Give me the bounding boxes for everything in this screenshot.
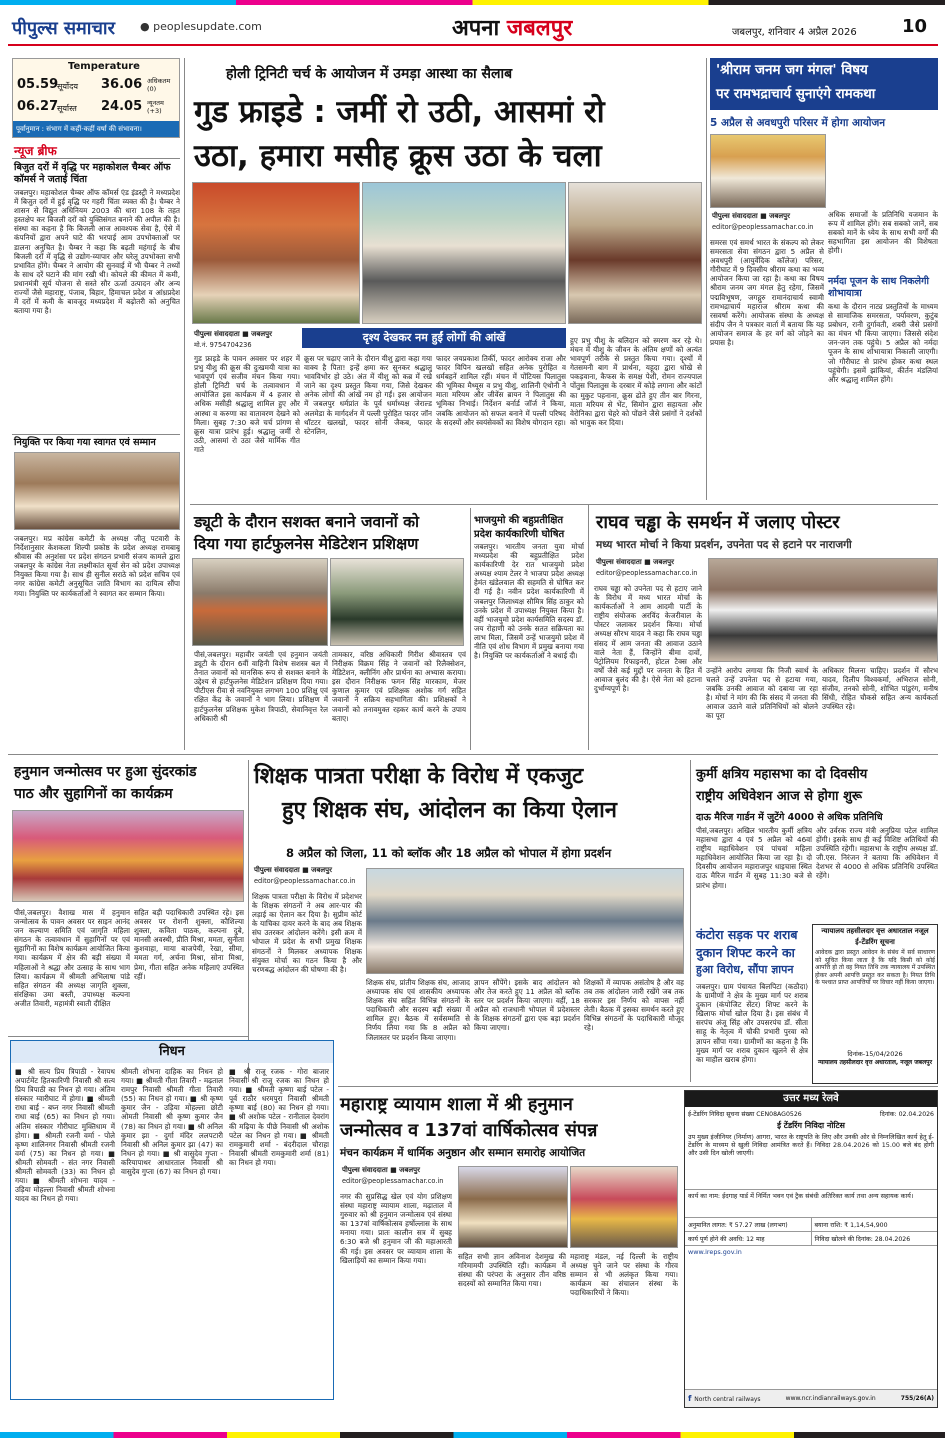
forecast: पूर्वानुमान : संभाग में कहीं-कहीं वर्षा की संभावना। — [13, 121, 179, 137]
ramkatha-body-col2: अधिक समाजों के प्रतिनिधि यजमान के रूप में शामिल होंगे। सब सबको जानें, सब सबको मानें के ध्येय के साथ सभी वर्गों की सहभागिता इस आयोजन की विशेषता होगी। — [828, 210, 938, 256]
railway-website[interactable]: www.ireps.gov.in — [688, 1248, 742, 1256]
lead-body-col2: क्रूस पर चढ़ाए जाने के दौरान यीशु द्वारा कहा गया वाक्य है पिता! इन्हें क्षमा कर सुनकर श्रद्धालु भावविभोर हो उठे। अंत में यीशु को कब्र में रखे जाने का दृश्य प्रस्तुत किया गया, जिसे देखकर अनेक लोगों की आंखें नम हो गईं। इस आयोजन में जबलपुर धर्मप्रांत के पूर्व धर्माध्यक्ष जेराल्ड अलमेडा के मार्गदर्शन में पल्ली पुरोहित फादर जॉन थॉटटर खलखो, फादर सोनी जैकब, फादर स्टेनलिन, — [304, 354, 432, 436]
ramkatha-email[interactable]: editor@peoplessamachar.co.in — [712, 223, 814, 231]
max-temp: 36.06 — [101, 77, 143, 92]
ramkatha-subhead: 5 अप्रैल से अवधपुरी परिसर में होगा आयोजन — [710, 117, 886, 129]
top-color-bar — [0, 0, 945, 5]
hanuman-women-body-col2: सहित बड़ी पदाधिकारी उपस्थित रहे। इस अवसर पर रोशनी शुक्ला, कौशिल्या शुक्ला, कविता पाठक, कल्पना दुबे, मानसी अवस्थी, प्रीति मिश्रा, ममता, सुनीता कुशवाहा, माया बाजपेयी, रेखा, सीमा, ममता गर्ग, अर्चना मिश्रा, सोना मिश्रा, प्रेमा, गीता सहित अनेक महिलाएं उपस्थित रहीं। — [134, 908, 244, 981]
vyayam-byline: पीपुल्स संवाददाता ■ जबलपुर — [342, 1166, 420, 1174]
column-divider — [184, 58, 185, 750]
ps-training-photo-2 — [330, 558, 464, 646]
teachers-body-col3: ज्ञापन सौंपेंगे। इसके बाद आंदोलन को और तेज करते हुए 11 अप्रैल को ब्लॉक स्तर पर प्रदर्शन किया जाएगा। वहीं, 18 अप्रैल को राजधानी भोपाल में प्रदेशस्तर के शिक्षक संगठनों द्वारा एक बड़ा प्रदर्शन किया जाएगा। — [474, 978, 580, 1033]
sunrise-label: सूर्योदय — [57, 82, 79, 91]
railway-completion: कार्य पूर्ण होने की अवधि: 12 माह — [685, 1232, 812, 1245]
section-prefix: अपना — [452, 16, 500, 41]
raghav-byline: पीपुल्स संवाददाता ■ जबलपुर — [596, 558, 674, 566]
weather-title: Temperature — [68, 61, 140, 72]
railway-footer-web[interactable]: www.ncr.indianrailways.gov.in — [785, 1395, 876, 1402]
date-line: जबलपुर, शनिवार 4 अप्रैल 2026 — [732, 27, 857, 38]
lead-body-col3: फादर जयप्रकाश तिर्की, फादर आरोक्य राजा और फादर विपिन खलखो सहित अनेक पुरोहित व धर्मबहनें शामिल रहीं। मंचन में पोंटियस पिलातुस की भूमिका मैथ्यूस व प्रभु यीशु, शालिनी एंथोनी ने माता मरियम और जीवेंस ब्रायन ने पिलातुस की भूमिका निभाई। निर्देशन बर्नार्ड जॉर्ज ने किया, जबकि आयोजन को सफल बनाने में पल्ली परिषद के सदस्यों और स्वयंसेवकों का विशेष योगदान रहा। — [436, 354, 566, 427]
vyayam-headline-line2: जन्मोत्सव व 137वां वार्षिकोत्सव संपन्न — [340, 1120, 598, 1141]
teachers-body-col2: शिक्षक संघ, प्रांतीय शिक्षक संघ, आजाद अध्यापक संघ एवं शासकीय अध्यापक शिक्षक संघ सहित विभिन्न संगठनों के पदाधिकारी और सदस्य बड़ी संख्या में शामिल हुए। बैठक में सर्वसम्मति से निर्णय लिया गया कि 8 अप्रैल को जिलास्तर पर प्रदर्शन किया जाएगा। — [366, 978, 470, 1042]
raghav-body-col3: अधिकार मिलना चाहिए। प्रदर्शन में सौरभ यादव, दिलीप विश्वकर्मा, अभिराज सोनी, संजीव, तनको सोनी, शोभित पांडुरंग, मनीष सिंधी, रोहित चौकसे सहित अन्य कार्यकर्ता उपस्थित रहे। — [822, 666, 938, 712]
ramkatha-byline: पीपुल्स संवाददाता ■ जबलपुर — [712, 212, 790, 220]
legal-notice-subtitle: ई-टेंडरिंग सूचना — [855, 938, 895, 946]
min-temp: 24.05 — [101, 99, 143, 114]
masthead — [0, 0, 945, 46]
railway-notice-title: ई टेंडरिंग निविदा नोटिस — [777, 1121, 845, 1130]
social-icon[interactable]: f North central railways — [688, 1394, 761, 1403]
lead-headline-line1: गुड फ्राइडे : जमीं रो उठी, आसमां रो — [194, 94, 605, 130]
brand-logo: पीपुल्स समाचार — [12, 18, 115, 39]
divider — [12, 434, 180, 435]
ps-training-photo-1 — [192, 558, 328, 646]
brief-story2-headline: नियुक्ति पर किया गया स्वागत एवं सम्मान — [14, 437, 156, 448]
railway-close-date: निविदा खोलने की दिनांक: 28.04.2026 — [814, 1236, 911, 1243]
vyayam-email[interactable]: editor@peoplessamachar.co.in — [342, 1177, 444, 1185]
brief-story1-headline: बिजुत दरों में वृद्धि पर महाकोशल चैम्बर ऑफ कॉमर्स ने जताई चिंता — [14, 162, 171, 185]
max-label: अधिकतम (0) — [147, 77, 171, 93]
divider — [338, 1086, 938, 1087]
railway-title-bar — [685, 1091, 937, 1107]
teachers-headline-line2: हुए शिक्षक संघ, आंदोलन का किया ऐलान — [282, 798, 617, 823]
railway-emd: बयाना राशि: ₹ 1,14,54,900 — [814, 1222, 888, 1229]
brief-story1-body: जबलपुर। महाकोशल चैम्बर ऑफ कॉमर्स एंड इंडस्ट्री ने मध्यप्रदेश में बिजुत दरों में हुई वृद्धि पर गहरी चिंता व्यक्त की है। चैम्बर ने शासन से विद्युत अधिनियम 2003 की धारा 108 के तहत हस्तक्षेप कर बिजली दरों को युक्तिसंगत बनाने की अपील की है। संस्था का कहना है कि बिजली आज आवश्यक सेवा है, ऐसे में कंपनियों द्वारा अपने घाटे की भरपाई आम उपभोक्ताओं पर डालना अनुचित है। चैम्बर ने कहा कि बढ़ती महंगाई के बीच बिजली दरों में वृद्धि से उद्योग-व्यापार और घरेलू उपभोक्ता सभी प्रभावित होंगे। चैम्बर ने आयोग की सुनवाई में भी चैम्बर ने तथ्यों के साथ दरें घटाने की मांग रखी थी। कोयले की कीमत में कमी, प्रधानमंत्री सूर्य योजना से सस्ते सौर ऊर्जा उत्पादन और अन्य राज्यों जैसे महाराष्ट्र, पंजाब, बिहार, हिमाचल प्रदेश व आंध्रप्रदेश में दरों में कमी के बावजूद मध्यप्रदेश में बढ़ोतरी को अनुचित बताया गया है। — [14, 188, 180, 316]
raghav-subhead: मध्य भारत मोर्चा ने किया प्रदर्शन, उपनेता पद से हटाने पर नाराजगी — [596, 539, 852, 551]
obituary-section — [10, 1040, 334, 1400]
obituary-col3: ■ श्री राजू रजक - गोरा बाजार निवासी श्री राजू रजक का निधन हो गया। ■ श्रीमती कृष्णा बाई पटेल - पूर्व राठौर धरमपुरा निवासी श्रीमती कृष्णा बाई (80) का निधन हो गया। ■ श्री अशोक पटेल - रानीताल देवरांग की मढ़िया के पीछे निवासी श्री अशोक पटेल का निधन हो गया। ■ श्रीमती रामकुमारी शर्मा - बंदरीदाल चौराहा निवासी श्रीमती रामकुमारी शर्मा (81) का निधन हो गया। — [229, 1067, 329, 1167]
bjym-body: जबलपुर। भारतीय जनता युवा मोर्चा मध्यप्रदेश की बहुप्रतीक्षित प्रदेश कार्यकारिणी देर रात भाजयुमो प्रदेश अध्यक्ष श्याम टेलर ने भाजपा प्रदेश अध्यक्ष हेमंत खंडेलवाल की सहमति से घोषित कर दी गई है। नवीन प्रदेश कार्यकारिणी में जबलपुर जिलाध्यक्ष सौमित्र सिंह ठाकुर को उनके प्रदेश में उपाध्यक्ष नियुक्त किया है। वहीं भाजयुमो प्रदेश कार्यसमिति सदस्य डॉ. जय रोहाणी को उनके सतत सक्रियता का लाभ मिला, जिसमें उन्हें भाजयुमो प्रदेश में नीति एवं शोध विभाग में प्रमुख बनाया गया है। नियुक्ति पर कार्यकर्ताओं ने बधाई दी। — [474, 542, 584, 661]
obituary-title-bar — [11, 1041, 333, 1063]
heartfulness-body-col2: तामकार, वरिष्ठ अधिकारी गिरीश श्रीवास्तव एवं निरीक्षक विक्रम सिंह ने जवानों को रिलैक्सेशन, मेडिटेशन, क्लीनिंग और प्रार्थना का अभ्यास कराया। इस दौरान निरीक्षक फगन सिंह मारकाम, मेजर कुणाल कुमार एवं प्रशिक्षक अशोक गर्ग सहित जवानों ने सक्रिय सहभागिता की। प्रशिक्षकों ने जवानों को तनावमुक्त रहकर कार्य करने के उपाय बताए। — [332, 650, 466, 723]
legal-notice-date: दिनांक-15/04/2026 — [847, 1050, 903, 1058]
sub-headline-text: दृश्य देखकर नम हुईं लोगों की आंखें — [362, 331, 506, 344]
railway-tender-box — [684, 1090, 938, 1408]
column-divider — [470, 508, 471, 750]
teachers-body-col1: शिक्षक पात्रता परीक्षा के विरोध में प्रदेशभर के शिक्षक संगठनों ने अब आर-पार की लड़ाई का ऐलान कर दिया है। सुप्रीम कोर्ट के याचिका दायर करने के बाद अब शिक्षक संघ उतरकर आंदोलन करेंगे। इसी क्रम में भोपाल में प्रदेश के सभी प्रमुख शिक्षक संगठनों ने मिलकर अध्यापक शिक्षक संयुक्त मोर्चा का गठन किया है और चरणबद्ध आंदोलन की घोषणा की है। — [252, 892, 362, 974]
ramkatha-body-col1: समरस एवं समर्थ भारत के संकल्प को लेकर समरसता सेवा संगठन द्वारा 5 अप्रैल से अवधपुरी (आयुर्वेदिक कॉलेज) परिसर, गौरीघाट में 9 दिवसीय श्रीराम कथा का भव्य आयोजन किया जा रहा है। कथा का विषय श्रीराम जनम जग मंगल हेतु रहेगा, जिसमें पद्मविभूषण, जगद्गुरु रामानंदाचार्य स्वामी रामभद्राचार्य महाराज श्रीराम कथा की रसवर्षा करेंगे। आयोजक संस्था के अध्यक्ष संदीप जैन ने पत्रकार वार्ता में बताया कि यह आयोजन समाज के हर वर्ग को जोड़ने का प्रयास है। — [710, 238, 824, 348]
vyayam-subhead: मंचन कार्यक्रम में धार्मिक अनुष्ठान और सम्मान समारोह आयोजित — [340, 1147, 586, 1159]
vyayam-body-col3: महाराष्ट्र मंडल, नई दिल्ली के राष्ट्रीय अध्यक्ष चुने जाने पर संस्था के गौरव सम्मान से भी अलंकृत किया गया। कार्यक्रम का संचालन संस्था के पदाधिकारियों ने किया। — [570, 1252, 678, 1298]
raghav-body-col1: राघव चड्ढा को उपनेता पद से हटाए जाने के विरोध में मध्य भारत मोर्चा के कार्यकर्ताओं ने आम आदमी पार्टी के राष्ट्रीय संयोजक अरविंद केजरीवाल के पोस्टर जलाकर प्रदर्शन किया। मोर्चा अध्यक्ष सौरभ यादव ने कहा कि राघव चड्ढा संसद में आम जनता की आवाज उठाने वाले नेता हैं, जिन्होंने बीमा दावों, पेट्रोलियम रिफाइनरी, होटल टैक्स और वर्षों जैसे कई मुद्दों पर जनता के हित में आवाज बुलंद की है। ऐसे नेता को हटाना दुर्भाग्यपूर्ण है। — [594, 584, 702, 694]
poster-protest-photo — [708, 558, 938, 662]
hanuman-women-headline-line2: पाठ और सुहागिनों का कार्यक्रम — [14, 786, 173, 802]
sunset-label: सूर्यास्त — [57, 104, 77, 113]
railway-footer-bar — [685, 1389, 937, 1407]
legal-notice-footer: न्यायालय तहसीलदार वृत्त अधारताल, नजूल जबलपुर — [817, 1059, 933, 1066]
liquor-headline-line1: कंटोरा सड़क पर शराब — [696, 927, 798, 942]
vyayam-headline-line1: महाराष्ट्र व्यायाम शाला में श्री हनुमान — [340, 1094, 573, 1115]
sub-headline-box — [302, 328, 566, 348]
crucifixion-enactment-photo — [192, 182, 360, 324]
narmada-box-body: कथा के दौरान नाट्य प्रस्तुतियों के माध्यम से सामाजिक समरसता, पर्यावरण, कुटुंब प्रबोधन, रानी दुर्गावती, शबरी जैसे प्रसंगों का मंचन भी किया जाएगा। जिससे संदेश जन-जन तक पहुंचे। 5 अप्रैल को नर्मदा पूजन के साथ शोभायात्रा निकाली जाएगी। जो गौरीघाट से प्रारंभ होकर कथा स्थल पहुंचेगी। इसमें झांकियां, कीर्तन मंडलियां और श्रद्धालु शामिल होंगे। — [828, 302, 938, 384]
press-conference-photo — [710, 134, 826, 208]
bjym-headline-line2: प्रदेश कार्यकारिणी घोषित — [474, 529, 565, 540]
kurmi-body-col1: पीसं,जबलपुर। अखिल भारतीय कुर्मी क्षत्रिय महासभा द्वारा 4 एवं 5 अप्रैल को 46वां राष्ट्रीय महाधिवेशन एवं पांचवां महिला महाधिवेशन आयोजित किया जा रहा है। दो दिवसीय आयोजन महाराजपुर धाइचास स्थित दाऊ मैरिज गार्डन में सुबह 11:30 बजे से प्रारंभ होगा। — [696, 826, 812, 890]
railway-cost: अनुमानित लागत: ₹ 57.27 लाख (लगभग) — [685, 1218, 812, 1231]
page-number: 10 — [902, 16, 928, 37]
lead-byline: पीपुल्स संवाददाता ■ जबलपुर — [194, 330, 272, 338]
bottom-color-bar — [0, 1432, 945, 1438]
heartfulness-body-col1: पीसं,जबलपुर। महावीर जयंती एवं हनुमान जयंती ड्यूटी के दौरान 6वीं वाहिनी विशेष सशस्त्र बल में तैनात जवानों को मानसिक रूप से सशक्त बनाने के उद्देश्य से हार्टफुलनेस मेडिटेशन प्रशिक्षण दिया गया। पीटीएस रीवा से नवनियुक्त लगभग 100 प्रशिक्षु एवं रक्षित केंद्र के जवानों ने भाग लिया। प्रशिक्षण में हार्टफुलनेस प्रशिक्षक मुकेश त्रिपाठी, सेवानिवृत्त रेल अधिकारी श्री — [194, 650, 328, 723]
column-divider — [248, 760, 249, 1082]
obituary-col1: ■ श्री सत्य प्रिय त्रिपाठी - रेवापथ अपार्टमेंट हितकारिणी निवासी श्री सत्य प्रिय त्रिपाठी का निधन हो गया। अंतिम संस्कार ग्वारीघाट में होगा। ■ श्रीमती राधा बाई - बघ्न नगर निवासी श्रीमती राधा बाई (65) का निधन हो गया। अंतिम संस्कार गौरीघाट मुक्तिधाम में होगा। ■ श्रीमती रजनी वर्मा - पोले कृष्ण शालिनगर निवासी श्रीमती रजनी वर्मा (75) का निधन हो गया। ■ श्रीमती सोमवती - संत नगर निवासी श्रीमती सोमवती (33) का निधन हो गया। ■ श्रीमती शोभना यादव - उड़िया मोहल्ला निवासी श्रीमती शोभना यादव का निधन हो गया। — [15, 1067, 115, 1204]
section-city: जबलपुर — [506, 16, 573, 41]
lead-headline-line2: उठा, हमारा मसीह क्रूस उठा के चला — [194, 138, 602, 174]
raghav-body-col2: उन्होंने आरोप लगाया कि निजी स्वार्थ के चलते उन्हें उपनेता पद से हटाया गया, जबकि उनकी आवाज को दबाया जा रहा है। मोर्चा ने मांग की कि संसद में जनता की आवाज उठाने वाले प्रतिनिधियों को बोलने का पूरा — [706, 666, 818, 721]
section-title — [452, 12, 572, 42]
hanuman-women-body-col1: पीसं,जबलपुर। वैशाख मास में हनुमान जन्मोत्सव के पावन अवसर पर साइन आनंद जन कल्याण समिति एवं जागृति महिला संगठन के तत्वावधान में सुहागिनों पर एवं सुहागिनों का विशेष कार्यक्रम आयोजित किया गया। कार्यक्रम में क्षेत्र की बड़ी संख्या में महिलाओं ने श्रद्धा और उत्साह के साथ भाग लिया। कार्यक्रम में श्रीमती अभिलाषा पांडे सहित संगठन की अध्यक्ष जागृति शुक्ला, संरक्षिका उमा बस्ती, उपाध्यक्ष कल्पना अजीत तिवारी, महामंत्री स्वाती दीक्षित — [14, 908, 130, 1008]
ramkatha-headline-line2: पर रामभद्राचार्य सुनाएंगे रामकथा — [716, 86, 876, 102]
brief-story2-body: जबलपुर। मप्र कांग्रेस कमेटी के अध्यक्ष जीतू पटवारी के निर्देशानुसार केशकला शिल्पी प्रकोष्ठ के प्रदेश अध्यक्ष रामबाबू श्रीवास की अनुशंसा पर प्रदेश संगठन प्रभारी संजय कामले द्वारा जबलपुर के कांग्रेस नेता लक्ष्मीकांत सूर्या सेन को प्रदेश उपाध्यक्ष नियुक्त किया गया है। साथ ही सुनील सराठे को प्रदेश सचिव एवं नगर कांग्रेस कमेटी अनुसूचित जाति विभाग का दायित्व सौंपा गया। नियुक्ति पर कार्यकर्ताओं ने स्वागत कर सम्मान किया। — [14, 534, 180, 598]
hanuman-women-headline-line1: हनुमान जन्मोत्सव पर हुआ सुंदरकांड — [14, 764, 197, 780]
cross-bearer-photo — [568, 182, 702, 324]
lead-body-col1: गुड फ्राइडे के पावन अवसर पर शहर में प्रभु यीशु की क्रूस की दुःखमयी यात्रा का भावपूर्ण एवं सजीव मंचन किया गया। होली ट्रिनिटी चर्च के तत्वावधान में आयोजित इस कार्यक्रम में 4 हजार से अधिक मसीही श्रद्धालु शामिल हुए और आस्था व करुणा का वातावरण देखने को मिला। सुबह 7:30 बजे चर्च प्रांगण से क्रूस यात्रा प्रारंभ हुई। श्रद्धालु जमीं रो उठी, आसमां रो उठा जैसे मार्मिक गीत गाते — [194, 354, 300, 454]
procession-photo — [362, 182, 566, 324]
sunrise-time: 05.59 — [17, 77, 59, 92]
news-brief-label: न्यूज ब्रीफ — [14, 144, 57, 158]
ramkatha-headline-line1: 'श्रीराम जनम जग मंगल' विषय — [716, 62, 868, 78]
teachers-subhead: 8 अप्रैल को जिला, 11 को ब्लॉक और 18 अप्रैल को भोपाल में होगा प्रदर्शन — [286, 846, 612, 860]
swagat-photo — [14, 452, 180, 530]
teachers-body-col4: शिक्षकों में व्यापक असंतोष है और वह तब तक आंदोलन जारी रखेंगे जब तक सरकार इस निर्णय को वापस नहीं लेती। बैठक में इसका समर्थन करते हुए विभिन्न संगठनों के पदाधिकारी मौजूद रहे। — [584, 978, 684, 1033]
felicitation-photo-1 — [458, 1166, 568, 1248]
obituary-col2: श्रीमती शोभना दाहिक का निधन हो गया। ■ श्रीमती गीता तिवारी - मढ़ताल रामपुर निवासी श्रीमती गीता तिवारी (55) का निधन हो गया। ■ श्री कृष्ण कुमार जैन - उड़िया मोहल्ला छोटी ओमती निवासी श्री कृष्ण कुमार जैन (78) का निधन हो गया। ■ श्री अनिल कुमार झा - दुर्गा मंदिर ललपटारी निवासी श्री अनिल कुमार झा (47) का निधन हो गया। ■ श्री वासुदेव गुप्ता - करियापाथर आधारताल निवासी श्री वासुदेव गुप्ता (67) का निधन हो गया। — [121, 1067, 223, 1177]
liquor-headline-line3: हुआ विरोध, सौंपा ज्ञापन — [696, 963, 794, 976]
kurmi-body-col2: और उर्वरक राज्य मंत्री अनुप्रिया पटेल शामिल होंगी। इसके साथ ही कई विशिष्ट अतिथियों की उपस्थिति रहेगी। महासभा के राष्ट्रीय अध्यक्ष डॉ. जी.एस. निरंजन ने बताया कि अधिवेशन में देशभर से 4000 से अधिक प्रतिनिधि उपस्थित रहेंगे। — [816, 826, 938, 881]
railway-ref: 755/26(A) — [900, 1395, 934, 1402]
railway-social[interactable]: North central railways — [694, 1396, 761, 1403]
vyayam-body-col1: नगर की सुप्रसिद्ध खेल एवं योग प्रशिक्षण संस्था महाराष्ट्र व्यायाम शाला, मढ़ाताल में गुरुवार को श्री हनुमान जन्मोत्सव एवं संस्था का 137वां वार्षिकोत्सव हर्षोल्लास के साथ मनाया गया। प्रातः कालीन सत्र में सुबह 6:30 बजे श्री हनुमान जी की महाआरती की गई। इस अवसर पर व्यायाम शाला के खिलाड़ियों का सम्मान किया गया। — [340, 1192, 452, 1265]
column-divider — [588, 504, 589, 750]
lead-mobile: मो.नं. 9754704236 — [194, 341, 252, 349]
divider — [590, 504, 938, 505]
kurmi-headline-line1: कुर्मी क्षत्रिय महासभा का दो दिवसीय — [696, 767, 868, 782]
lead-kicker: होली ट्रिनिटी चर्च के आयोजन में उमड़ा आस्था का सैलाब — [226, 66, 513, 82]
lead-body-col4: हुए प्रभु यीशु के बलिदान को स्मरण कर रहे थे। मंचन में यीशु के जीवन के अंतिम क्षणों को अत्यंत भावपूर्ण तरीके से प्रस्तुत किया गया। दृश्यों में गेतसमनी बाग में प्रार्थना, यहूदा द्वारा धोखे से पकड़वाना, कैफस के समक्ष पेशी, रोमन राज्यपाल पोंतुस पिलातुस के दरबार में कोड़े लगाना और कांटों का मुकुट पहनाना, क्रूस ढोते हुए तीन बार गिरना, माता मरियम से भेंट, सिमोन द्वारा सहायता और वेरोनिका द्वारा चेहरे को पोंछने जैसे प्रसंगों ने दर्शकों को भावुक कर दिया। — [570, 336, 702, 427]
legal-notice-title: न्यायालय तहसीलदार वृत्त अधारताल नजूल — [821, 927, 929, 935]
weather-box — [12, 58, 180, 138]
column-divider — [706, 58, 707, 500]
obituary-title: निधन — [159, 1044, 185, 1059]
teachers-headline-line1: शिक्षक पात्रता परीक्षा के विरोध में एकजुट — [254, 764, 584, 789]
heartfulness-headline-line1: ड्यूटी के दौरान सशक्त बनाने जवानों को — [194, 513, 420, 531]
railway-date: दिनांक: 02.04.2026 — [879, 1111, 934, 1118]
railway-title: उत्तर मध्य रेलवे — [783, 1093, 839, 1104]
column-divider — [690, 760, 691, 1082]
legal-notice-box — [812, 924, 938, 1084]
website[interactable]: ● peoplesupdate.com — [140, 20, 262, 33]
website-text[interactable]: peoplesupdate.com — [153, 20, 262, 33]
heartfulness-headline-line2: दिया गया हार्टफुलनेस मेडिटेशन प्रशिक्षण — [194, 535, 419, 553]
raghav-email[interactable]: editor@peoplessamachar.co.in — [596, 569, 698, 577]
kurmi-subhead: दाऊ मैरिज गार्डन में जुटेंगे 4000 से अधिक प्रतिनिधि — [696, 812, 883, 823]
liquor-body: जबलपुर। ग्राम पंचायत बिलपिटा (कठौदा) के ग्रामीणों ने क्षेत्र के मुख्य मार्ग पर शराब दुकान (कंपोजिट सेंटर) शिफ्ट करने के खिलाफ मोर्चा खोल दिया है। इस संबंध में सरपंच अंजू सिंह और उपसरपंच डॉ. सीता साहू के नेतृत्व में चौकी प्रभारी पुरवा को ज्ञापन सौंपा गया। ग्रामीणों का कहना है कि मुख्य मार्ग पर शराब दुकान खुलने से क्षेत्र का माहौल खराब होगा। — [696, 982, 808, 1064]
divider — [8, 754, 938, 755]
women-group-photo — [12, 810, 244, 902]
felicitation-photo-2 — [570, 1166, 678, 1248]
liquor-headline-line2: दुकान शिफ्ट करने का — [696, 945, 795, 960]
teachers-byline: पीपुल्स संवाददाता ■ जबलपुर — [254, 866, 332, 874]
bjym-headline-line1: भाजयुमो की बहुप्रतीक्षित — [474, 515, 564, 526]
divider — [12, 158, 180, 159]
masthead-rule — [8, 44, 938, 46]
railway-body: उप मुख्य इंजीनियर (निर्माण) आगरा, भारत के राष्ट्रपति के लिए और उनकी ओर से निम्नलिखित कार्य हेतु ई-टेंडरिंग के माध्यम से खुली निविदा आमंत्रित करते हैं। निविदा 28.04.2026 को 15.00 बजे बंद होगी और उसी दिन खोली जाएगी। — [688, 1133, 934, 1158]
raghav-headline: राघव चड्ढा के समर्थन में जलाए पोस्टर — [596, 512, 840, 533]
railway-work: कार्य का नाम: ईदगाह यार्ड में निर्मित भवन एवं ट्रैक संबंधी अतिरिक्त कार्य तथा अन्य सहायक कार्य। — [685, 1189, 937, 1217]
min-label: न्यूनतम (+3) — [147, 99, 164, 115]
sunset-time: 06.27 — [17, 99, 59, 114]
vyayam-body-col2: सहित सभी ज्ञान अविनाश देशमुख की गरिमामयी उपस्थिति रही। कार्यक्रम में संस्था की परंपरा के अनुसार तीन वरिष्ठ सदस्यों को सम्मानित किया गया। — [458, 1252, 566, 1289]
kurmi-headline-line2: राष्ट्रीय अधिवेशन आज से होगा शुरू — [696, 789, 863, 804]
divider — [8, 1036, 248, 1037]
railway-tender-no: ई-टेंडरिंग निविदा सूचना संख्या CEN08AG0526 — [688, 1111, 802, 1118]
ramkatha-headline-box — [710, 58, 938, 110]
legal-notice-body: आवेदक द्वारा प्रस्तुत आवेदन के संबंध में सर्व साधारण को सूचित किया जाता है कि यदि किसी को कोई आपत्ति हो तो वह नियत तिथि तक न्यायालय में उपस्थित होकर अपनी आपत्ति प्रस्तुत कर सकता है। नियत तिथि के पश्चात प्राप्त आपत्तियों पर विचार नहीं किया जाएगा। — [815, 949, 935, 987]
teachers-email[interactable]: editor@peoplessamachar.co.in — [254, 877, 356, 885]
teachers-meeting-photo — [366, 868, 684, 974]
narmada-box-headline: नर्मदा पूजन के साथ निकलेगी शोभायात्रा — [828, 276, 929, 299]
